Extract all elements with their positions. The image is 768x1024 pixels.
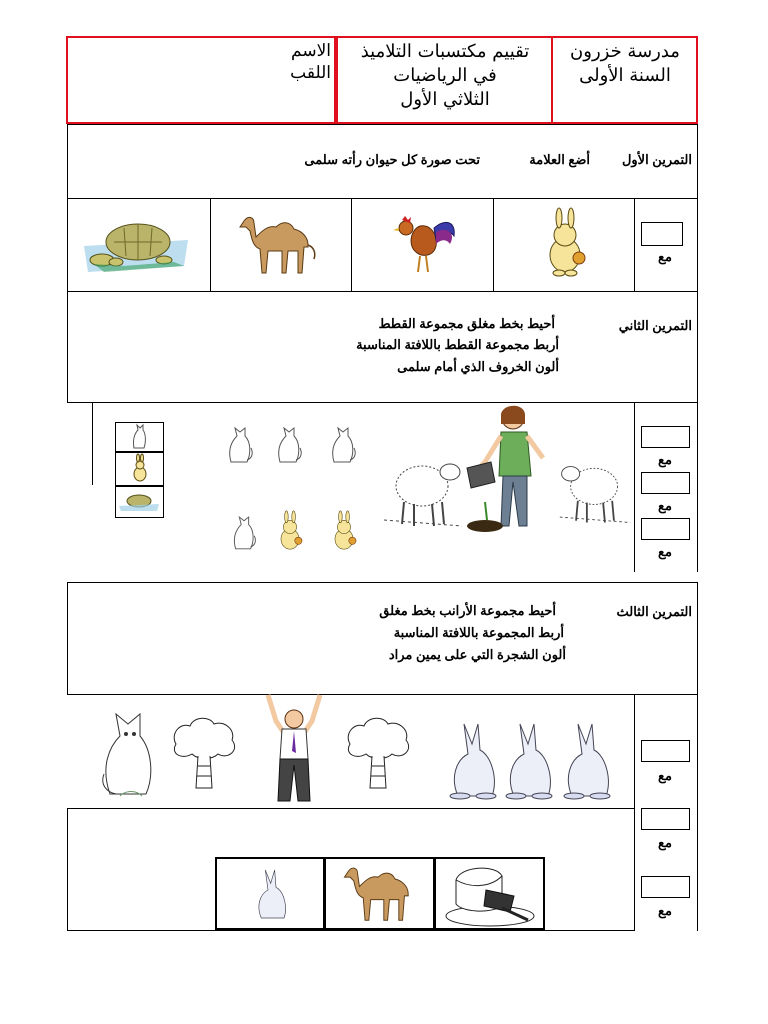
- title-line-2: في الرياضيات: [393, 65, 497, 86]
- girl-watering-picture: [465, 402, 557, 538]
- school-name: مدرسة خزرون: [570, 41, 680, 62]
- exercise3-answer-box-3[interactable]: [641, 876, 690, 898]
- exercise3-label: التمرين الثالث: [616, 604, 692, 619]
- tree-picture: [170, 716, 240, 792]
- white-rabbit-picture: [500, 720, 560, 800]
- tree-picture: [344, 716, 414, 792]
- turtle-sign-picture: [119, 492, 159, 512]
- rabbit-picture: [535, 210, 595, 280]
- label-card-rabbit[interactable]: [252, 866, 292, 922]
- rabbit-picture: [326, 510, 362, 556]
- cat-picture: [274, 424, 304, 464]
- school-year: السنة الأولى: [579, 65, 671, 86]
- exercise1-instruction-a: أضع العلامة: [529, 152, 590, 167]
- rabbit-picture: [272, 510, 308, 556]
- exercise1-instruction-b: تحت صورة كل حيوان رأته سلمى: [304, 152, 480, 167]
- exercise3-answer-box-1[interactable]: [641, 740, 690, 762]
- header-divider-right: [551, 38, 553, 122]
- boy-murad-picture: [262, 693, 326, 807]
- exercise2-left-line: [92, 403, 93, 485]
- rooster-picture: [390, 214, 460, 276]
- exercise3-line-1: أحيط مجموعة الأرانب بخط مغلق: [379, 603, 556, 618]
- exercise3-answer-box-2[interactable]: [641, 808, 690, 830]
- row1-divider: [634, 198, 635, 292]
- row1-divider: [493, 198, 494, 292]
- exercise1-answer-box[interactable]: [641, 222, 683, 246]
- exercise2-answer-label-2: مع: [658, 498, 672, 513]
- title-line-3: الثلاثي الأول: [400, 89, 490, 110]
- sheep-picture: [382, 450, 464, 530]
- exercise2-answer-label-3: مع: [658, 544, 672, 559]
- label-card-divider: [323, 857, 326, 931]
- exercise2-line-2: أربط مجموعة القطط باللافتة المناسبة: [356, 337, 559, 352]
- header-divider-left: [334, 38, 338, 122]
- exercise2-label: التمرين الثاني: [618, 318, 692, 333]
- exercise3-line-3: ألون الشجرة التي على يمين مراد: [388, 647, 566, 662]
- row1-divider: [210, 198, 211, 292]
- exercise1-label: التمرين الأول: [621, 152, 692, 167]
- rabbit-sign-picture: [130, 454, 150, 484]
- exercise3-answer-label-3: مع: [658, 903, 672, 918]
- exercise3-answer-label-2: مع: [658, 835, 672, 850]
- cat-picture: [225, 424, 255, 464]
- exercise2-line-3: ألون الخروف الذي أمام سلمى: [397, 359, 559, 374]
- cat-sign-picture: [130, 424, 150, 450]
- exercise2-answer-label-1: مع: [658, 452, 672, 467]
- exercise2-line-1: أحيط بخط مغلق مجموعة القطط: [378, 316, 555, 331]
- exercise2-answer-box-3[interactable]: [641, 518, 690, 540]
- cat-picture: [230, 513, 258, 551]
- name-label: الاسم: [291, 41, 331, 61]
- row1-divider: [351, 198, 352, 292]
- white-rabbit-picture: [444, 720, 504, 800]
- big-cat-picture: [96, 706, 160, 798]
- exercise3-answer-label-1: مع: [658, 768, 672, 783]
- exercise2-answer-box-1[interactable]: [641, 426, 690, 448]
- label-card-divider: [433, 857, 436, 931]
- camel-picture: [238, 213, 320, 277]
- school-info: [554, 40, 696, 88]
- exercise2-answer-box-2[interactable]: [641, 472, 690, 494]
- turtle-picture: [84, 216, 190, 276]
- title-line-1: تقييم مكتسبات التلاميذ: [360, 41, 530, 62]
- label-card-camel[interactable]: [340, 864, 422, 924]
- exercise1-answer-label: مع: [658, 249, 672, 264]
- surname-label: اللقب: [290, 63, 331, 83]
- student-info: [200, 40, 331, 84]
- white-rabbit-picture: [558, 720, 618, 800]
- cat-picture: [328, 424, 358, 464]
- label-card-cake[interactable]: [440, 860, 540, 928]
- assessment-title: [340, 40, 550, 112]
- sheep-picture: [558, 450, 632, 530]
- exercise3-line-2: أربط المجموعة باللافتة المناسبة: [393, 625, 564, 640]
